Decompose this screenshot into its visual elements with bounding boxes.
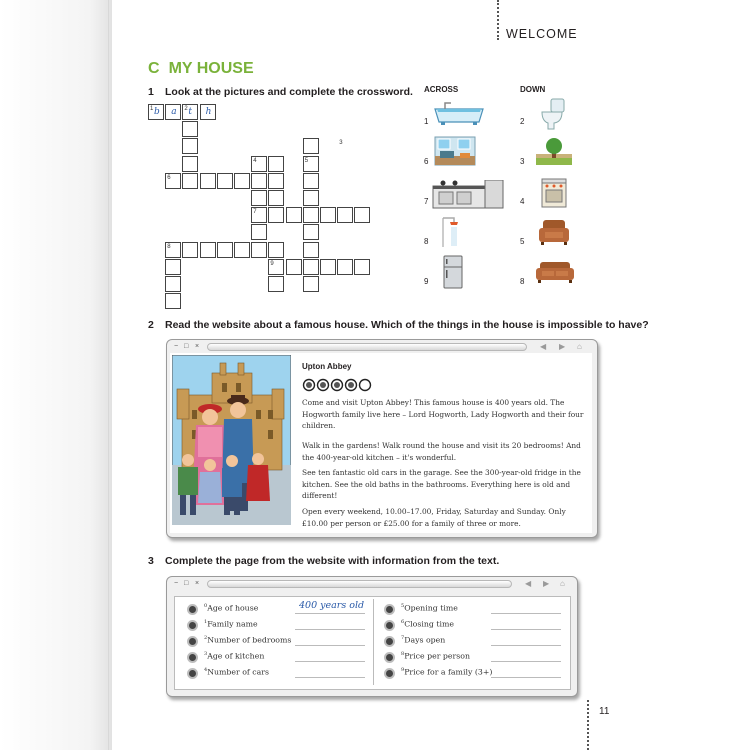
down-clue-number: 4	[520, 197, 525, 206]
crossword-clue-number: 8	[167, 243, 171, 250]
crossword-answer-letter: h	[205, 107, 212, 117]
crossword-cell[interactable]	[268, 173, 284, 189]
crossword-cell[interactable]	[268, 207, 284, 223]
item-number: 0	[204, 603, 208, 609]
item-number: 4	[204, 667, 208, 673]
window-titlebar	[167, 577, 577, 591]
crossword-cell[interactable]	[251, 224, 267, 240]
crossword-cell[interactable]	[303, 242, 319, 258]
crossword-clue-number: 9	[270, 260, 274, 267]
address-bar[interactable]	[207, 580, 512, 588]
down-clue-number: 8	[520, 277, 525, 286]
back-arrow-icon[interactable]: ◀	[525, 579, 532, 588]
section-name: MY HOUSE	[168, 60, 254, 77]
crossword-cell[interactable]	[182, 156, 198, 172]
form-label	[204, 603, 258, 613]
living-room-icon	[434, 136, 476, 166]
crossword-cell[interactable]	[320, 259, 336, 275]
crossword-cell[interactable]	[234, 242, 250, 258]
across-clue-number: 8	[424, 237, 429, 246]
item-number: 8	[401, 651, 405, 657]
crossword-cell[interactable]	[182, 173, 198, 189]
crossword-cell[interactable]	[200, 242, 216, 258]
section-letter: C	[148, 60, 160, 77]
exercise-instruction: Read the website about a famous house. Which of the things in the house is impossible to have?	[165, 319, 649, 331]
address-bar[interactable]	[207, 343, 527, 351]
section-title	[148, 60, 254, 78]
item-number: 2	[204, 635, 208, 641]
form-bullet	[187, 668, 198, 679]
back-arrow-icon[interactable]: ◀	[540, 342, 547, 351]
crossword-cell[interactable]	[303, 207, 319, 223]
exercise-number: 1	[148, 86, 154, 98]
down-heading: DOWN	[520, 85, 546, 94]
crossword-cell[interactable]	[303, 259, 319, 275]
form-label	[401, 603, 458, 613]
garden-icon	[536, 137, 572, 165]
crossword-cell[interactable]	[268, 242, 284, 258]
item-label: Number of cars	[207, 667, 270, 677]
crossword-cell[interactable]	[200, 173, 216, 189]
bath-icon	[433, 100, 485, 126]
crossword-clue-number: 4	[253, 157, 257, 164]
crossword-answer-letter: b	[154, 107, 160, 117]
crossword-clue-number: 2	[184, 106, 188, 112]
crossword-answer-letter: t	[188, 107, 193, 117]
window-titlebar	[167, 340, 597, 354]
crossword-cell[interactable]	[303, 190, 319, 206]
item-label: Age of house	[207, 603, 259, 613]
crossword-cell[interactable]	[182, 242, 198, 258]
item-label: Opening time	[404, 603, 458, 613]
form-label	[204, 651, 264, 661]
crossword-clue-number: 7	[253, 209, 257, 216]
answer-line[interactable]	[295, 629, 365, 630]
forward-arrow-icon[interactable]: ▶	[559, 342, 566, 351]
minimize-button[interactable]: −	[174, 580, 179, 587]
item-number: 5	[401, 603, 405, 609]
crossword-cell[interactable]	[337, 259, 353, 275]
across-clue-number: 7	[424, 197, 429, 206]
form-label	[401, 651, 470, 661]
crossword-cell[interactable]	[320, 207, 336, 223]
answer-line[interactable]	[295, 645, 365, 646]
form-bullet	[384, 652, 395, 663]
crossword-cell[interactable]	[268, 276, 284, 292]
item-label: Days open	[404, 635, 446, 645]
crossword-cell[interactable]	[217, 242, 233, 258]
crossword-cell[interactable]	[303, 138, 319, 154]
form-label	[401, 667, 492, 677]
form-bullet	[187, 636, 198, 647]
crossword-cell[interactable]	[165, 259, 181, 275]
maximize-button[interactable]: □	[184, 343, 189, 350]
form-label	[204, 667, 269, 677]
item-label: Family name	[207, 619, 258, 629]
crossword-clue-number: 3	[339, 140, 343, 147]
form-bullet	[187, 604, 198, 615]
form-bullet	[187, 652, 198, 663]
crossword-cell[interactable]	[303, 224, 319, 240]
item-label: Closing time	[404, 619, 454, 629]
form-label	[401, 635, 445, 645]
form-label	[401, 619, 454, 629]
crossword-cell[interactable]	[182, 138, 198, 154]
toilet-icon	[540, 98, 566, 130]
sofa-icon	[535, 260, 575, 284]
form-label	[204, 619, 258, 629]
answer-line[interactable]	[295, 661, 365, 662]
shower-icon	[440, 216, 464, 248]
section-label: WELCOME	[506, 27, 578, 41]
header-divider	[497, 0, 499, 40]
crossword-clue-number: 1	[150, 106, 154, 112]
cooker-icon	[541, 178, 567, 208]
family-illustration	[172, 355, 291, 525]
crossword-cell[interactable]	[165, 276, 181, 292]
site-paragraph: See ten fantastic old cars in the garage. See the 300-year-old fridge in the kitchen. See the old baths in the bathrooms. Everything here is old and different!	[302, 468, 581, 501]
rating-circles	[302, 378, 374, 392]
spine-edge	[108, 0, 109, 750]
across-heading: ACROSS	[424, 85, 459, 94]
answer-line[interactable]	[491, 629, 561, 630]
crossword-cell[interactable]	[337, 207, 353, 223]
site-paragraph: Walk in the gardens! Walk round the house and visit its 20 bedrooms! And the 400-year-old kitchen – it's wonderful.	[302, 441, 581, 462]
form-bullet	[384, 604, 395, 615]
crossword-cell[interactable]	[251, 242, 267, 258]
crossword-cell[interactable]	[217, 173, 233, 189]
exercise-number: 3	[148, 555, 154, 567]
crossword-cell[interactable]	[354, 207, 370, 223]
across-clue-number: 1	[424, 117, 429, 126]
answer-text: 400 years old	[299, 600, 365, 611]
crossword-cell[interactable]	[251, 190, 267, 206]
item-number: 3	[204, 651, 208, 657]
crossword-answer-letter: a	[171, 107, 177, 117]
answer-line[interactable]	[491, 661, 561, 662]
item-label: Age of kitchen	[207, 651, 265, 661]
across-clue-number: 6	[424, 157, 429, 166]
crossword-clue-number: 5	[304, 157, 309, 164]
kitchen-icon	[431, 180, 505, 210]
crossword-cell[interactable]	[303, 173, 319, 189]
exercise-instruction: Complete the page from the website with information from the text.	[165, 555, 500, 567]
crossword-cell[interactable]	[182, 121, 198, 137]
close-button[interactable]: ×	[195, 580, 200, 587]
maximize-button[interactable]: □	[184, 580, 189, 587]
crossword-cell[interactable]	[286, 259, 302, 275]
answer-line[interactable]	[491, 613, 561, 614]
site-title: Upton Abbey	[302, 362, 352, 371]
answer-line[interactable]	[491, 645, 561, 646]
item-number: 9	[401, 667, 405, 673]
close-button[interactable]: ×	[195, 343, 200, 350]
item-label: Number of bedrooms	[207, 635, 292, 645]
book-spine-shadow	[0, 0, 112, 750]
item-number: 1	[204, 619, 208, 625]
answer-line[interactable]	[491, 677, 561, 678]
answer-line[interactable]	[295, 677, 365, 678]
item-label: Price for a family (3+)	[404, 667, 493, 677]
item-number: 7	[401, 635, 405, 641]
form-bullet	[384, 636, 395, 647]
item-label: Price per person	[404, 651, 470, 661]
crossword-cell[interactable]	[286, 207, 302, 223]
form-bullet	[384, 668, 395, 679]
exercise-instruction: Look at the pictures and complete the crossword.	[165, 86, 413, 98]
home-icon[interactable]: ⌂	[560, 579, 565, 588]
crossword-cell[interactable]	[268, 190, 284, 206]
form-label	[204, 635, 291, 645]
crossword-cell[interactable]	[303, 276, 319, 292]
site-paragraph: Come and visit Upton Abbey! This famous house is 400 years old. The Hogworth family live here – Lord Hogworth, Lady Hogworth and their four children.	[302, 398, 584, 431]
crossword-cell[interactable]	[354, 259, 370, 275]
crossword-cell[interactable]	[165, 293, 181, 309]
form-bullet	[187, 620, 198, 631]
down-clue-number: 5	[520, 237, 525, 246]
form-divider	[373, 599, 374, 685]
across-clue-number: 9	[424, 277, 429, 286]
armchair-icon	[537, 218, 571, 246]
forward-arrow-icon[interactable]: ▶	[543, 579, 550, 588]
site-paragraph: Open every weekend, 10.00–17.00, Friday, Saturday and Sunday. Only £10.00 per person or £25.00 for a family of three or more.	[302, 507, 566, 528]
page-number: 11	[599, 706, 610, 717]
down-clue-number: 3	[520, 157, 525, 166]
down-clue-number: 2	[520, 117, 525, 126]
item-number: 6	[401, 619, 405, 625]
minimize-button[interactable]: −	[174, 343, 179, 350]
form-bullet	[384, 620, 395, 631]
crossword-cell[interactable]	[251, 173, 267, 189]
home-icon[interactable]: ⌂	[577, 342, 582, 351]
answer-line[interactable]	[295, 613, 365, 614]
exercise-number: 2	[148, 319, 154, 331]
crossword-cell[interactable]	[234, 173, 250, 189]
crossword-cell[interactable]	[268, 156, 284, 172]
fridge-icon	[442, 255, 464, 289]
crossword-clue-number: 6	[167, 174, 171, 181]
footer-divider	[587, 700, 589, 750]
